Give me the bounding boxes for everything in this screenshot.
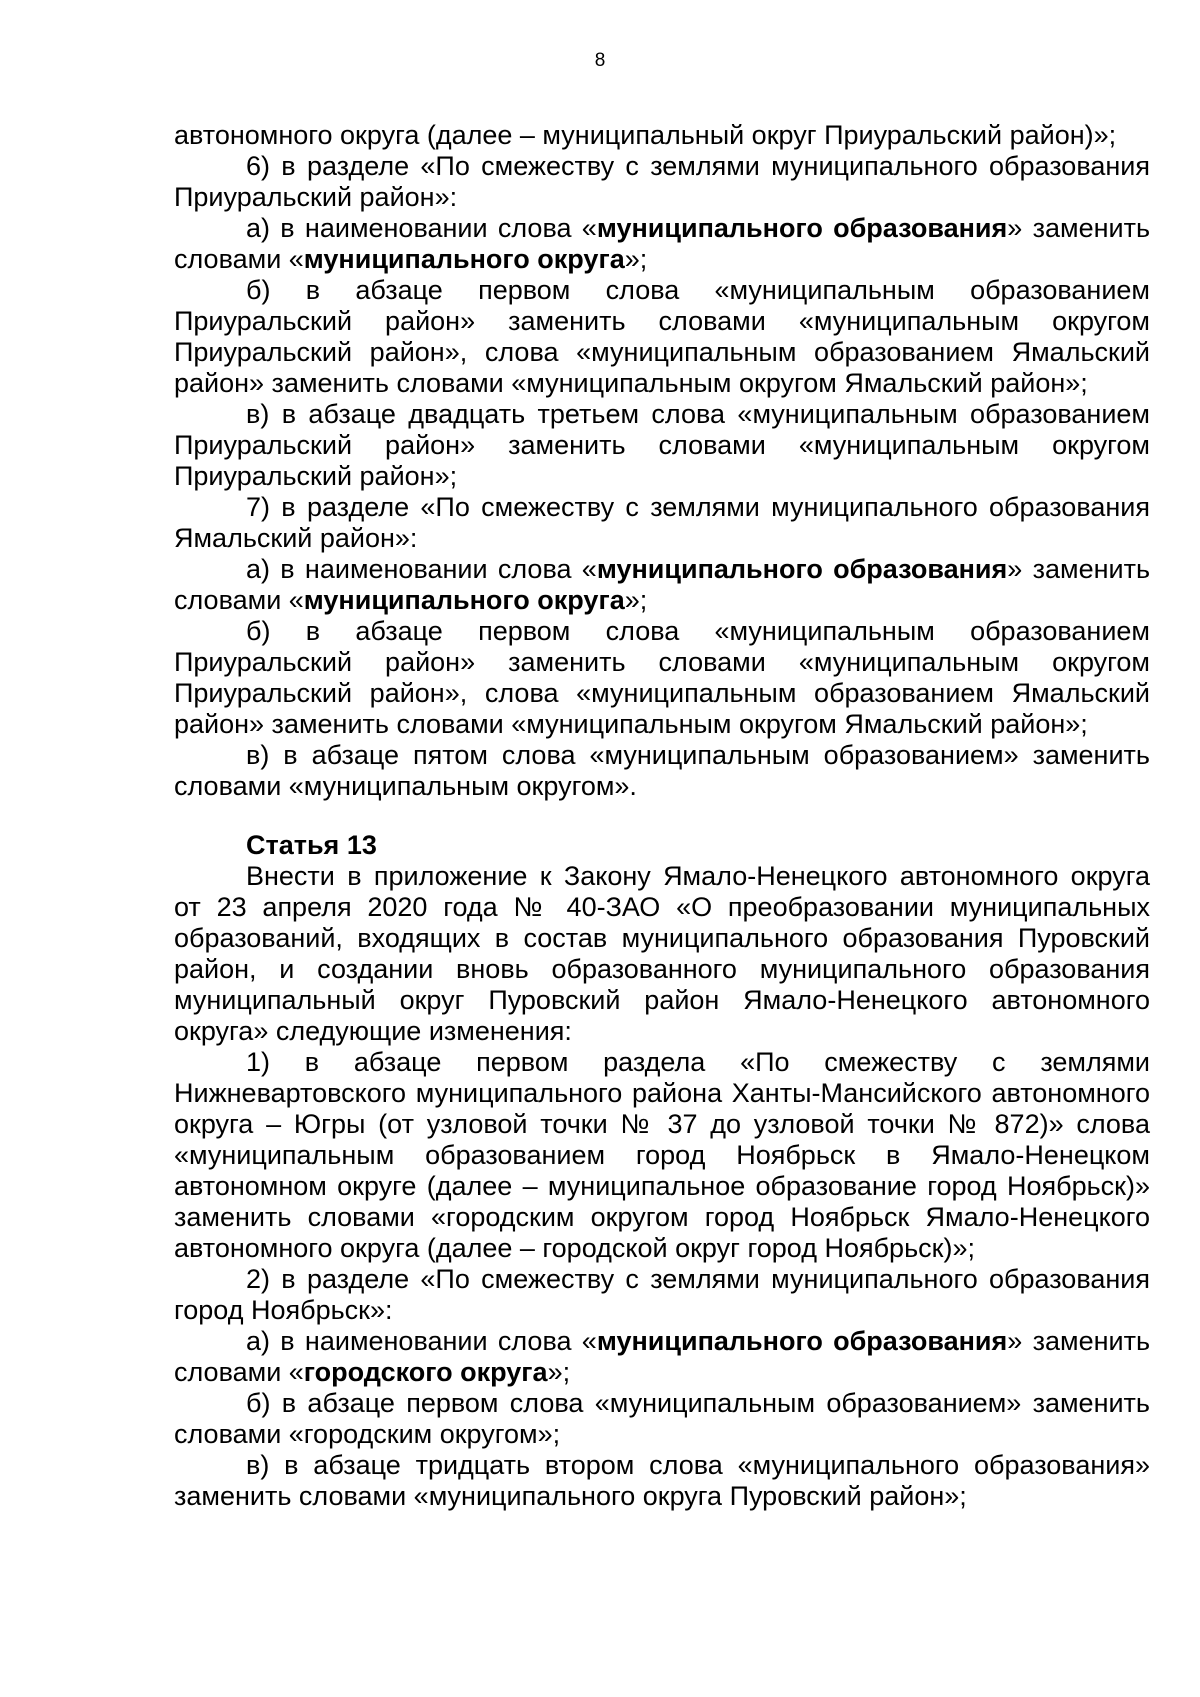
paragraph [174, 1326, 1150, 1388]
paragraph [174, 275, 1150, 399]
paragraph [174, 740, 1150, 802]
article-heading: Статья 13 [246, 830, 377, 860]
page-number: 8 [594, 50, 606, 71]
text-run: в) в абзаце пятом слова «муниципальным образованием» заменить словами «муниципальным округом». [174, 740, 1150, 801]
text-run: в) в абзаце двадцать третьем слова «муниципальным образованием Приуральский район» заменить словами «муниципальным округом Приуральский район»; [174, 399, 1150, 491]
paragraph [174, 861, 1150, 1047]
text-run: » заменить словами « [174, 1326, 1151, 1387]
paragraph [174, 399, 1150, 492]
text-run: в) в абзаце тридцать втором слова «муниципального образования» заменить словами «муниципального округа Пуровский район»; [174, 1450, 1150, 1511]
text-run: » заменить словами « [174, 213, 1151, 274]
paragraph [174, 120, 1150, 151]
paragraph [174, 1450, 1150, 1512]
bold-text: муниципального образования [596, 1326, 1008, 1356]
text-run: б) в абзаце первом слова «муниципальным образованием» заменить словами «городским округом»; [174, 1388, 1150, 1449]
text-run: »; [547, 1357, 571, 1387]
text-run: б) в абзаце первом слова «муниципальным образованием Приуральский район» заменить словами «муниципальным округом Приуральский район», слова «муниципальным образованием Ямальский район» заменить словами «муниципальным округом Ямальский район»; [174, 275, 1150, 398]
article-13-body [174, 861, 1150, 1512]
bold-text: муниципального округа [303, 244, 625, 274]
article-12-continuation [174, 120, 1150, 802]
paragraph [174, 1264, 1150, 1326]
text-run: 1) в абзаце первом раздела «По смежеству с землями Нижневартовского муниципального района Ханты-Мансийского автономного округа – Югры (от узловой точки № 37 до узловой точки № 872)» слова «муниципальным образованием город Ноябрьск в Ямало-Ненецком автономном округе (далее – муниципальное образование город Ноябрьск)» заменить словами «городским округом город Ноябрьск Ямало-Ненецкого автономного округа (далее – городской округ город Ноябрьск)»; [174, 1047, 1150, 1263]
paragraph [174, 616, 1150, 740]
text-run: » заменить словами « [174, 554, 1151, 615]
paragraph [174, 1047, 1150, 1264]
text-run: »; [624, 585, 648, 615]
paragraph [174, 554, 1150, 616]
text-run: а) в наименовании слова « [246, 1326, 597, 1356]
text-run: автономного округа (далее – муниципальный округ Приуральский район)»; [174, 120, 1117, 150]
bold-text: муниципального образования [596, 213, 1008, 243]
document-body [174, 120, 1150, 1512]
bold-text: городского округа [303, 1357, 548, 1387]
text-run: 7) в разделе «По смежеству с землями муниципального образования Ямальский район»: [174, 492, 1150, 553]
section-gap [174, 802, 1150, 830]
text-run: 2) в разделе «По смежеству с землями муниципального образования город Ноябрьск»: [174, 1264, 1150, 1325]
text-run: а) в наименовании слова « [246, 554, 597, 584]
text-run: 6) в разделе «По смежеству с землями муниципального образования Приуральский район»: [174, 151, 1150, 212]
text-run: Внести в приложение к Закону Ямало-Ненецкого автономного округа от 23 апреля 2020 года № 40-ЗАО «О преобразовании муниципальных образований, входящих в состав муниципального образования Пуровский район, и создании вновь образованного муниципального образования муниципальный округ Пуровский район Ямало-Ненецкого автономного округа» следующие изменения: [174, 861, 1150, 1046]
bold-text: муниципального округа [303, 585, 625, 615]
text-run: а) в наименовании слова « [246, 213, 597, 243]
text-run: »; [624, 244, 648, 274]
paragraph [174, 492, 1150, 554]
paragraph [174, 151, 1150, 213]
bold-text: муниципального образования [596, 554, 1008, 584]
paragraph [174, 1388, 1150, 1450]
text-run: б) в абзаце первом слова «муниципальным образованием Приуральский район» заменить словами «муниципальным округом Приуральский район», слова «муниципальным образованием Ямальский район» заменить словами «муниципальным округом Ямальский район»; [174, 616, 1150, 739]
paragraph [174, 213, 1150, 275]
